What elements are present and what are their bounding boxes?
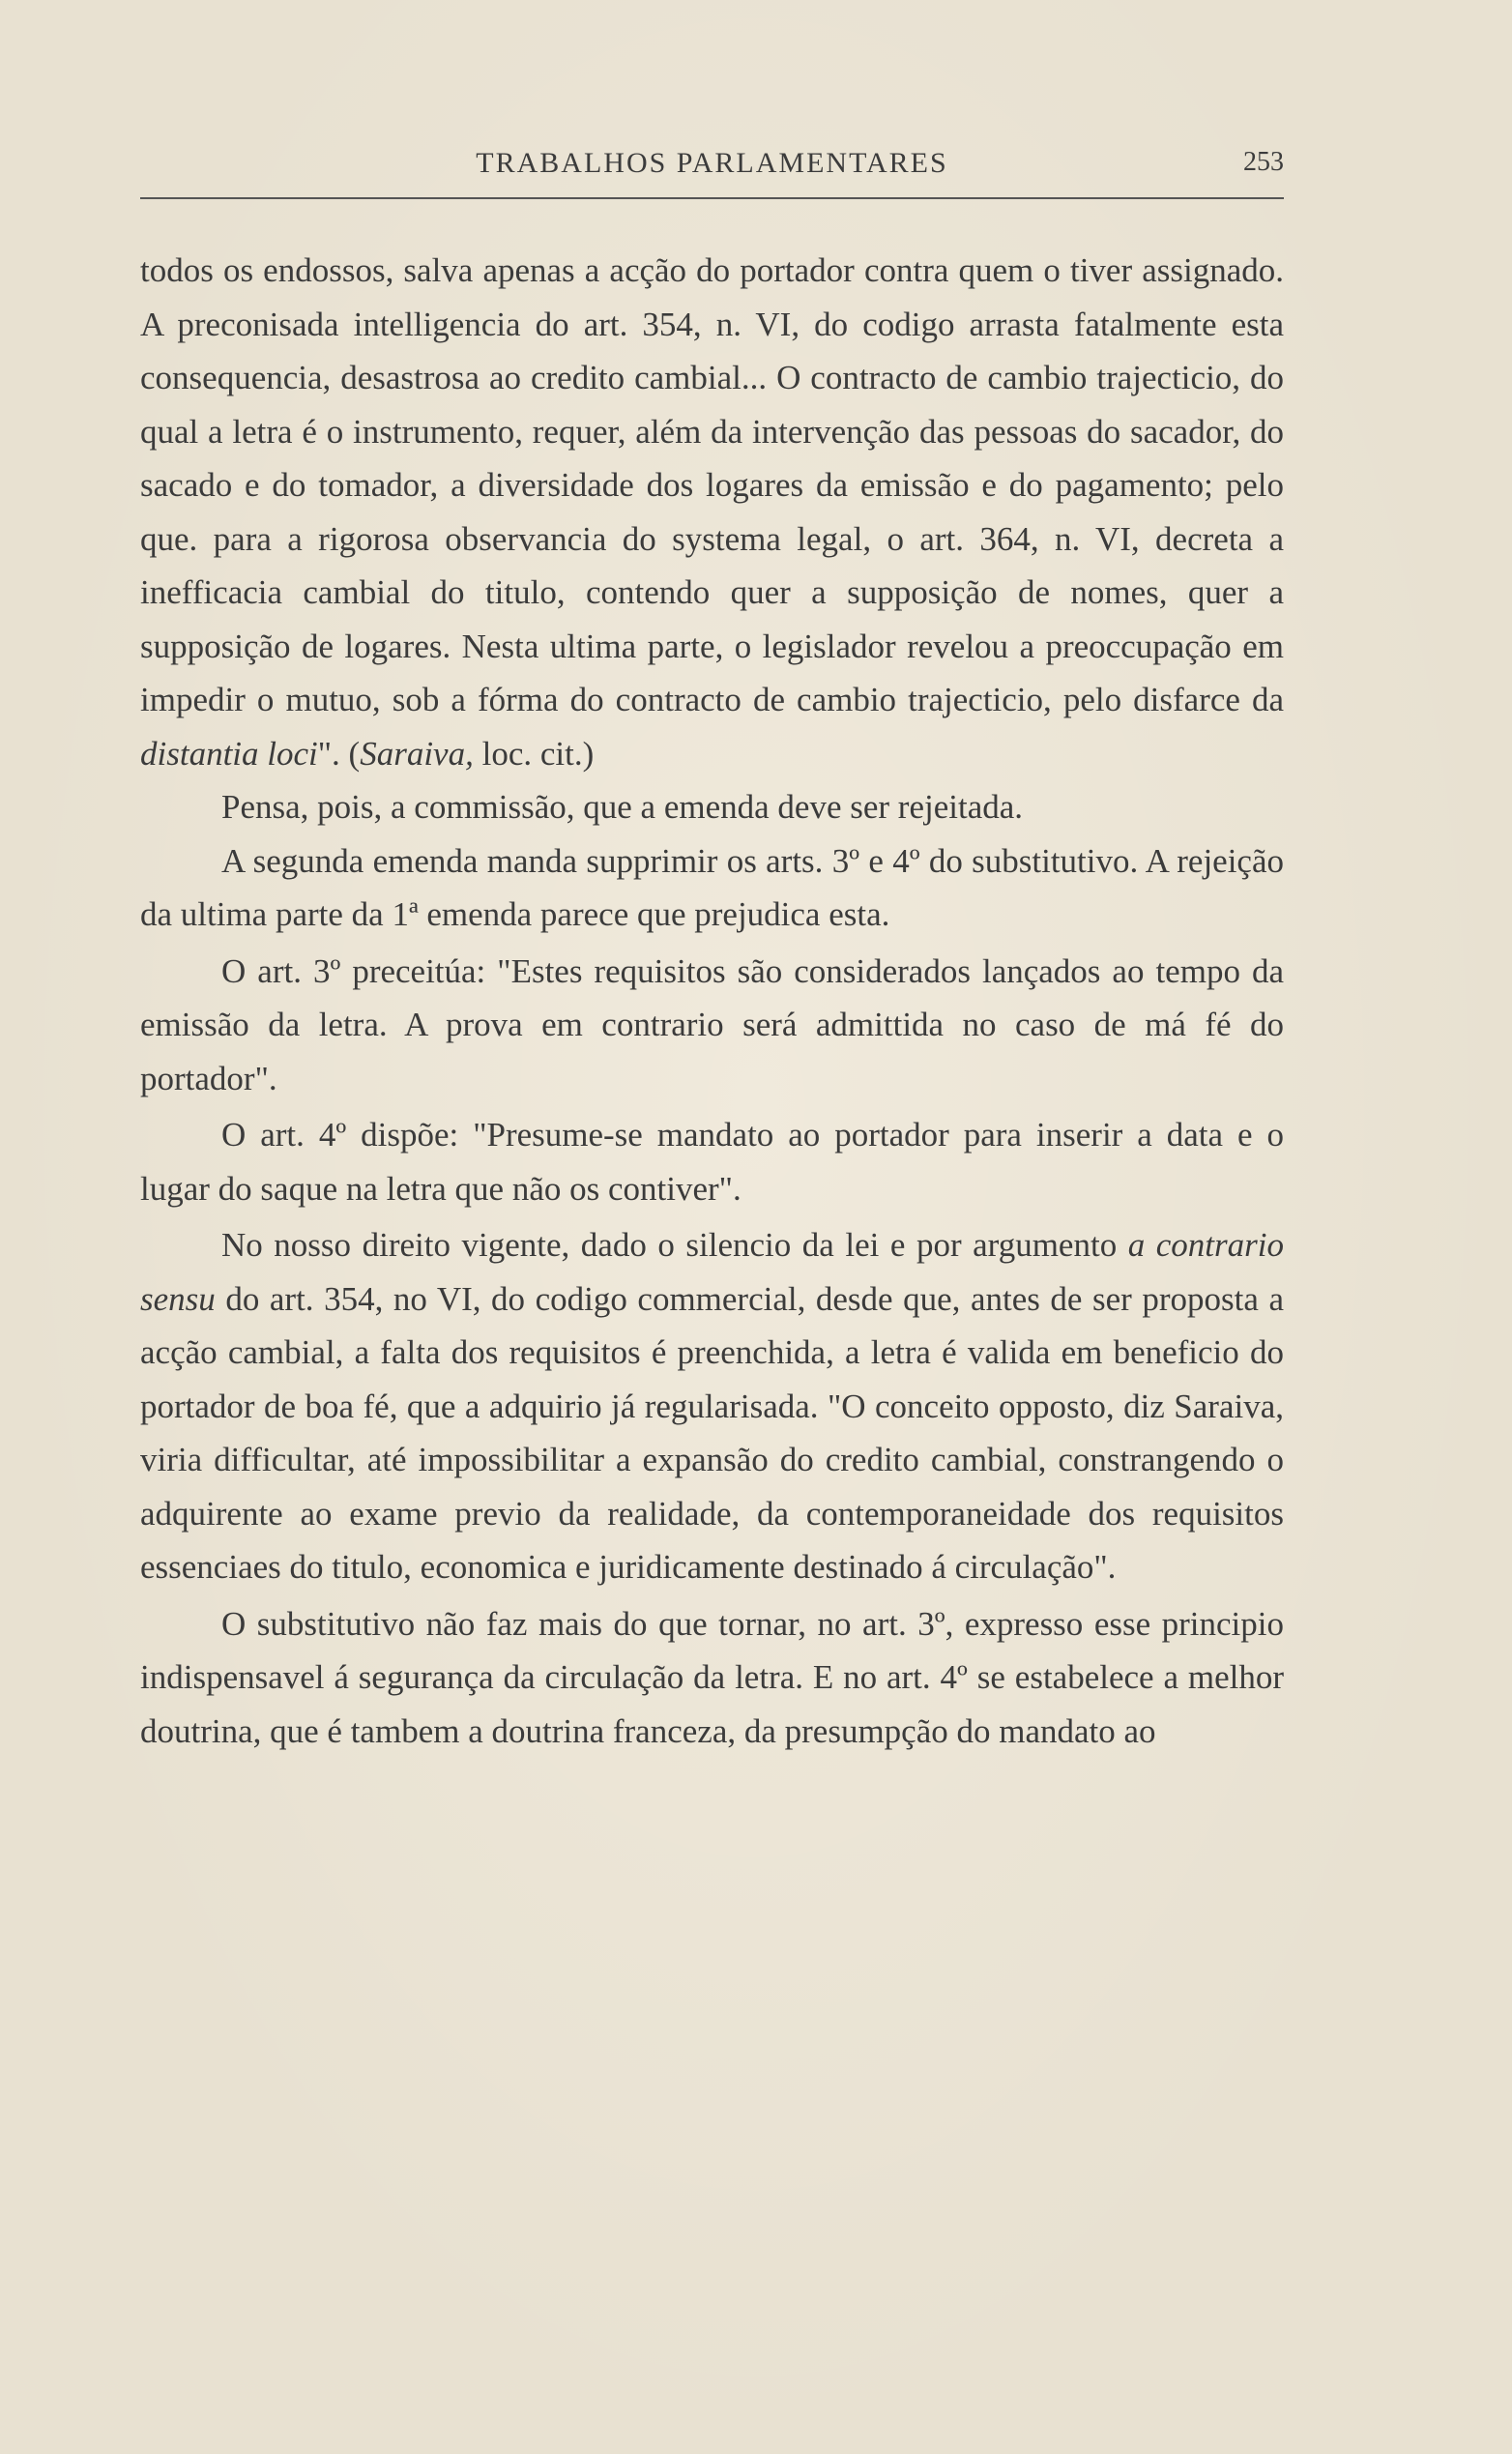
paragraph [140,1597,1284,1759]
page-header [140,147,1284,195]
paragraph-text: ". ( [317,734,361,773]
paragraph-text: O substitutivo não faz mais do que tornar, no art. 3º, expresso esse principio indispensavel á segurança da circulação da letra. E no art. 4º se estabelece a melhor doutrina, que é tambem a doutrina franceza, da presumpção do mandato ao [140,1604,1284,1750]
paragraph [140,1108,1284,1215]
body-text [140,244,1284,1758]
header-rule [140,197,1284,199]
paragraph-text: Pensa, pois, a commissão, que a emenda deve ser rejeitada. [221,788,1024,826]
italic-text: Saraiva, [360,734,474,773]
paragraph-text: O art. 4º dispõe: "Presume-se mandato ao portador para inserir a data e o lugar do saque na letra que não os contiver". [140,1116,1284,1208]
paragraph [140,945,1284,1106]
paragraph-text: A segunda emenda manda supprimir os arts. 3º e 4º do substitutivo. A rejeição da ultima parte da 1ª emenda parece que prejudica esta. [140,841,1284,933]
page-number: 253 [1243,147,1284,177]
italic-text: distantia loci [140,734,318,773]
paragraph-text: todos os endossos, salva apenas a acção do portador contra quem o tiver assignado. A preconisada intelligencia do art. 354, n. VI, do codigo arrasta fatalmente esta consequencia, desastrosa ao credito cambial... O contracto de cambio trajecticio, do qual a letra é o instrumento, requer, além da intervenção das pessoas do sacador, do sacado e do tomador, a diversidade dos logares da emissão e do pagamento; pelo que. para a rigorosa observancia do systema legal, o art. 364, n. VI, decreta a inefficacia cambial do titulo, contendo quer a supposição de nomes, quer a supposição de logares. Nesta ultima parte, o legislador revelou a preoccupação em impedir o mutuo, sob a fórma do contracto de cambio trajecticio, pelo disfarce da [140,251,1284,718]
paragraph-text: No nosso direito vigente, dado o silencio da lei e por argumento [221,1226,1128,1264]
paragraph [140,244,1284,780]
paragraph [140,1218,1284,1594]
paragraph-text: loc. cit.) [473,734,595,773]
running-title: TRABALHOS PARLAMENTARES [476,147,948,179]
paragraph [140,834,1284,942]
paragraph [140,780,1284,834]
paragraph-text: O art. 3º preceitúa: "Estes requisitos são considerados lançados ao tempo da emissão da letra. A prova em contrario será admittida no caso de má fé do portador". [140,951,1284,1097]
italic-text: a contrario sensu [140,1226,1284,1318]
paragraph-text: do art. 354, no VI, do codigo commercial, desde que, antes de ser proposta a acção cambial, a falta dos requisitos é preenchida, a letra é valida em beneficio do portador de boa fé, que a adquirio já regularisada. "O conceito opposto, diz Saraiva, viria difficultar, até impossibilitar a expansão do credito cambial, constrangendo o adquirente ao exame previo da realidade, da contemporaneidade dos requisitos essenciaes do titulo, economica e juridicamente destinado á circulação". [140,1279,1284,1586]
